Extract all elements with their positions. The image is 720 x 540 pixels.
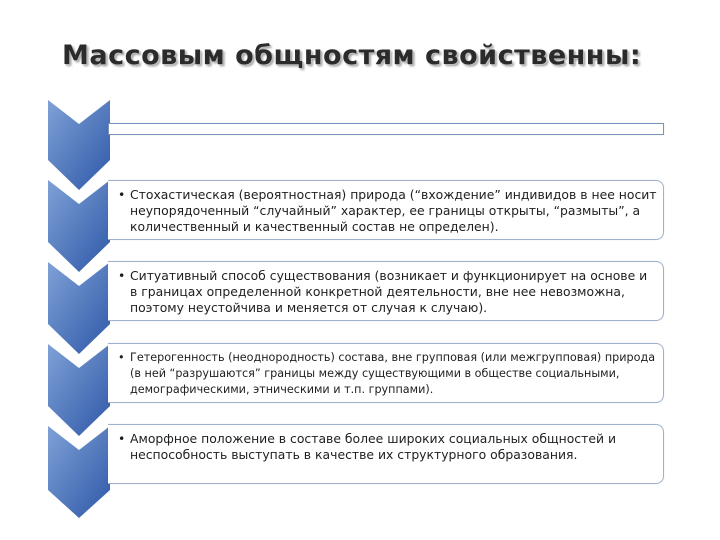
chevron-4 — [48, 344, 110, 436]
item-text: Стохастическая (вероятностная) природа (“вхождение” индивидов в нее носит неупорядоченный “случайный” характер, ее границы открыты, “размыты”, а количественный и качественный состав не определен). — [130, 187, 657, 234]
list-item-1 — [108, 180, 664, 240]
item-text: Ситуативный способ существования (возникает и функционирует на основе и в границах определенной конкретной деятельности, вне нее невозможна, поэтому неустойчива и меняется от случая к случаю). — [130, 268, 648, 315]
empty-item-box — [108, 123, 664, 135]
bullet: • — [118, 187, 126, 202]
chevron-5 — [48, 426, 110, 518]
item-text: Аморфное положение в составе более широких социальных общностей и неспособность выступать в качестве их структурного образования. — [130, 431, 617, 462]
list-item-3 — [108, 343, 664, 403]
list-item-4 — [108, 424, 664, 484]
bullet: • — [118, 351, 125, 364]
chevron-1 — [48, 100, 110, 190]
chevron-2 — [48, 180, 110, 272]
chevron-3 — [48, 262, 110, 354]
bullet: • — [118, 268, 126, 283]
item-text: Гетерогенность (неоднородность) состава, вне групповая (или межгрупповая) природа (в ней “разрушаются” границы между существующими в обществе социальными, демографическими, этническими и т.п. группами). — [130, 351, 656, 396]
bullet: • — [118, 431, 126, 446]
list-item-2 — [108, 261, 664, 321]
slide-title: Массовым общностям свойственны: — [62, 40, 642, 71]
